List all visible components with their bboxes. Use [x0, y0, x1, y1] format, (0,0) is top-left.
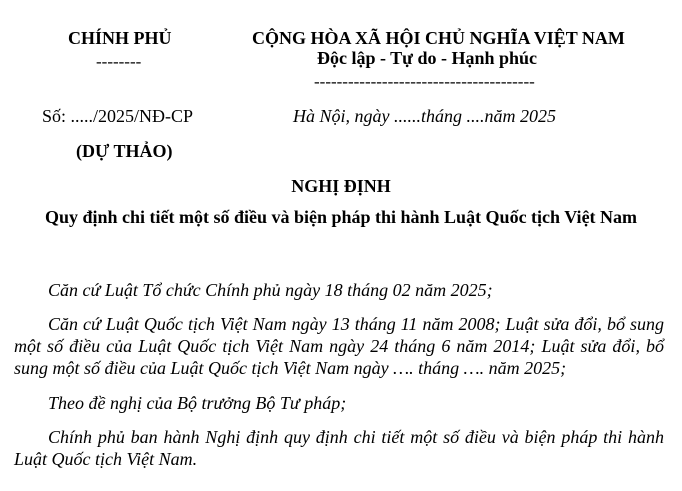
preamble-paragraph: Chính phủ ban hành Nghị định quy định chi tiết một số điều và biện pháp thi hành Luật Quốc tịch Việt Nam. [14, 427, 664, 469]
authority-underline: -------- [96, 52, 142, 71]
motto-underline: --------------------------------------- [314, 72, 535, 91]
document-number: Số: ...../2025/NĐ-CP [42, 106, 194, 126]
national-title: CỘNG HÒA XÃ HỘI CHỦ NGHĨA VIỆT NAM [252, 28, 625, 48]
place-and-date: Hà Nội, ngày ......tháng ....năm 2025 [293, 106, 556, 126]
preamble-paragraph: Căn cứ Luật Tổ chức Chính phủ ngày 18 tháng 02 năm 2025; [48, 280, 493, 300]
issuing-authority: CHÍNH PHỦ [68, 28, 172, 48]
draft-label: (DỰ THẢO) [76, 141, 173, 161]
preamble-paragraph: Theo đề nghị của Bộ trưởng Bộ Tư pháp; [48, 393, 347, 413]
document-type-title: NGHỊ ĐỊNH [291, 176, 391, 196]
preamble-paragraph: Căn cứ Luật Quốc tịch Việt Nam ngày 13 tháng 11 năm 2008; Luật sửa đổi, bổ sung một số điều của Luật Quốc tịch Việt Nam ngày 24 tháng 6 năm 2014; Luật sửa đổi, bổ sung một số điều của Luật Quốc tịch Việt Nam ngày …. tháng …. năm 2025; [14, 314, 664, 378]
national-motto: Độc lập - Tự do - Hạnh phúc [317, 48, 538, 68]
document-subject: Quy định chi tiết một số điều và biện pháp thi hành Luật Quốc tịch Việt Nam [44, 207, 638, 227]
